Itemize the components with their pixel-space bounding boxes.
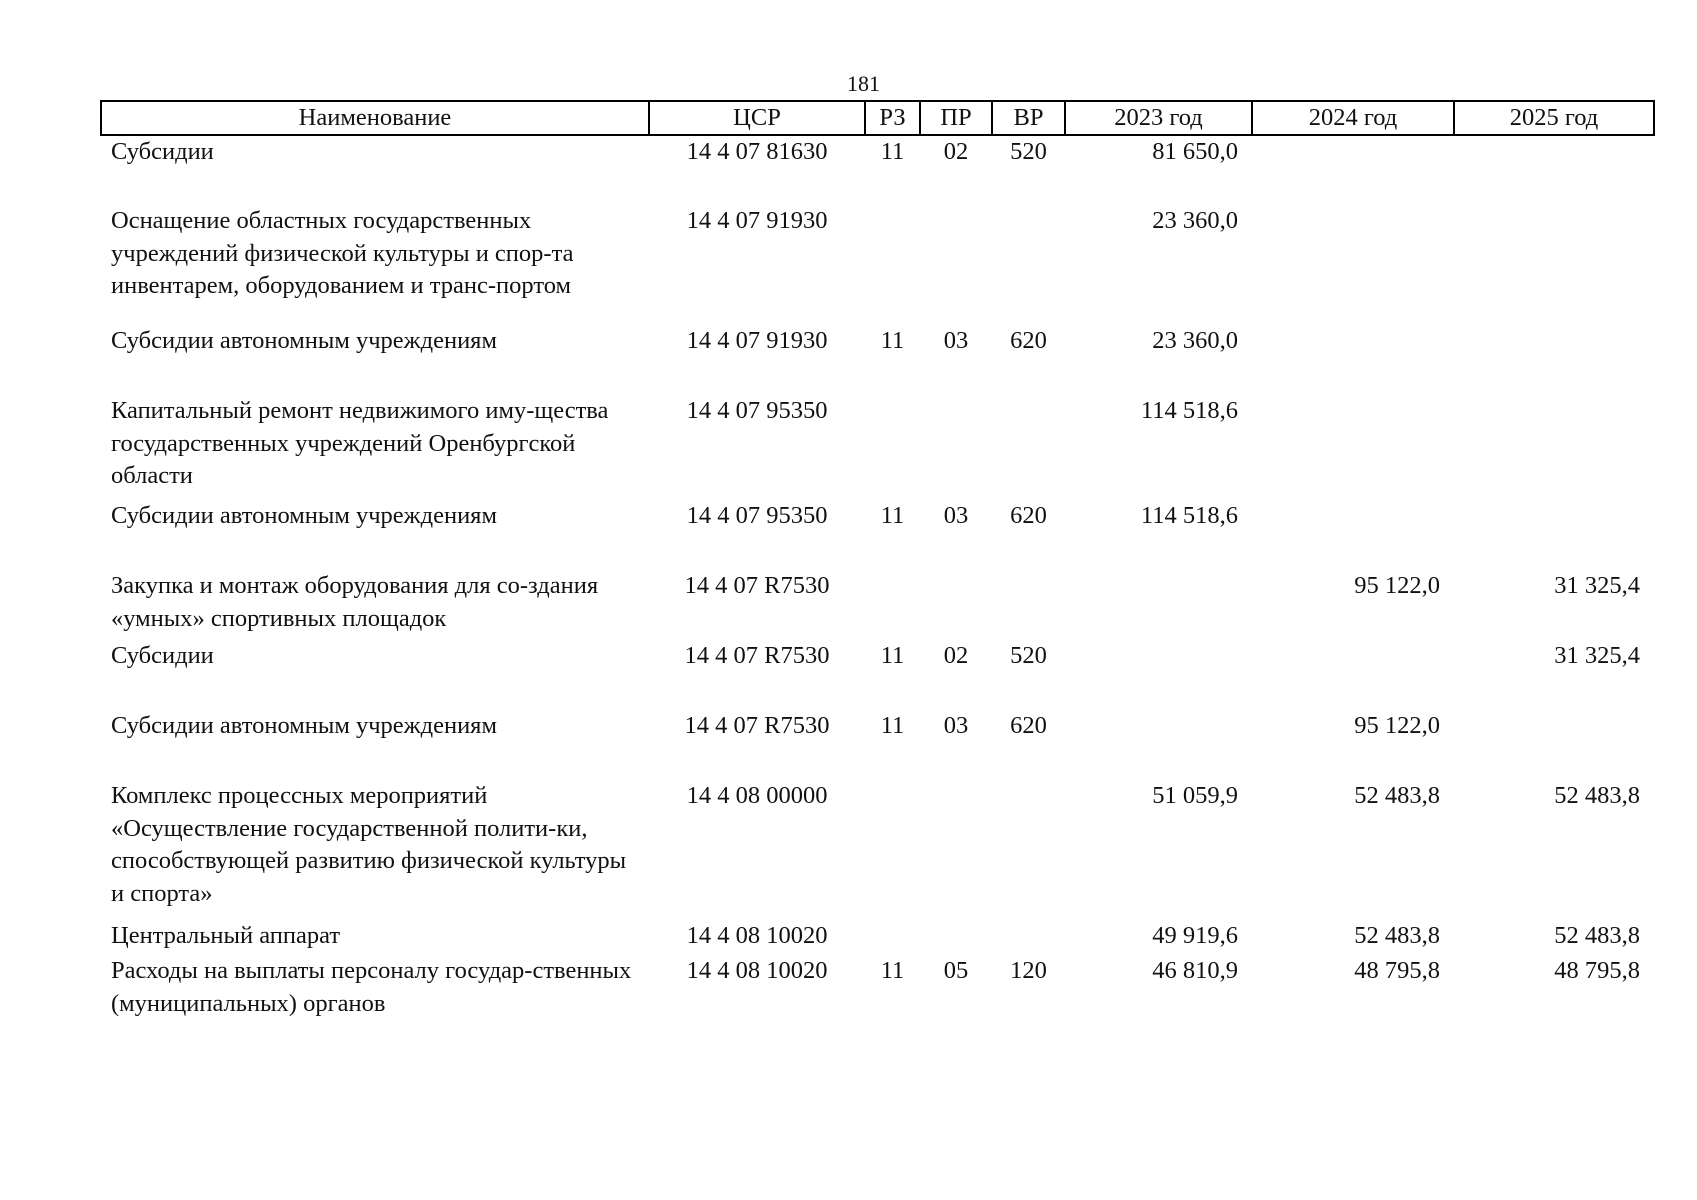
header-csr: ЦСР — [649, 101, 865, 135]
row-csr: 14 4 07 95350 — [686, 397, 828, 424]
table-row — [101, 640, 1654, 710]
header-2025: 2025 год — [1454, 101, 1654, 135]
table-row — [101, 135, 1654, 205]
row-2025: 52 483,8 — [1554, 782, 1640, 809]
row-2025: 31 325,4 — [1554, 642, 1640, 669]
row-rz: 11 — [880, 327, 905, 354]
row-name: Расходы на выплаты персоналу государ-ственных (муниципальных) органов — [111, 957, 632, 1017]
row-csr: 14 4 07 R7530 — [684, 572, 830, 599]
row-vr: 520 — [1010, 642, 1047, 669]
row-pr — [920, 570, 992, 640]
row-2024 — [1252, 325, 1454, 395]
row-name: Субсидии автономным учреждениям — [111, 327, 497, 354]
row-2023: 49 919,6 — [1152, 922, 1238, 949]
row-vr — [992, 570, 1065, 640]
row-name: Субсидии — [111, 642, 214, 669]
header-vr: ВР — [992, 101, 1065, 135]
budget-table — [100, 100, 1655, 1025]
table-row — [101, 955, 1654, 1025]
row-name: Субсидии автономным учреждениям — [111, 502, 497, 529]
row-vr: 620 — [1010, 327, 1047, 354]
row-csr: 14 4 08 10020 — [686, 922, 828, 949]
row-vr: 520 — [1010, 138, 1047, 165]
row-csr: 14 4 07 R7530 — [684, 712, 830, 739]
row-pr: 03 — [943, 502, 969, 529]
row-pr — [920, 205, 992, 325]
header-rz: РЗ — [865, 101, 920, 135]
row-2024: 95 122,0 — [1354, 572, 1440, 599]
row-2023 — [1065, 710, 1252, 780]
table-row — [101, 570, 1654, 640]
row-2024 — [1252, 640, 1454, 710]
row-pr — [920, 395, 992, 500]
row-csr: 14 4 08 10020 — [686, 957, 828, 984]
row-name: Субсидии автономным учреждениям — [111, 712, 497, 739]
row-pr — [920, 780, 992, 920]
header-pr: ПР — [920, 101, 992, 135]
row-2023: 114 518,6 — [1140, 502, 1238, 529]
table-row — [101, 500, 1654, 570]
row-2025: 48 795,8 — [1554, 957, 1640, 984]
header-name: Наименование — [101, 101, 649, 135]
row-name: Центральный аппарат — [111, 922, 341, 949]
row-vr: 120 — [1010, 957, 1047, 984]
row-2025 — [1454, 325, 1654, 395]
table-row — [101, 920, 1654, 955]
row-2023: 23 360,0 — [1152, 327, 1238, 354]
row-2023: 51 059,9 — [1152, 782, 1238, 809]
row-vr: 620 — [1010, 502, 1047, 529]
row-pr — [920, 920, 992, 955]
row-name: Комплекс процессных мероприятий «Осуществление государственной полити-ки, способствующей развитию физической культуры и спорта» — [111, 782, 627, 907]
row-2025 — [1454, 710, 1654, 780]
row-2024: 52 483,8 — [1354, 782, 1440, 809]
table-row — [101, 205, 1654, 325]
row-2024 — [1252, 205, 1454, 325]
row-pr: 02 — [943, 642, 969, 669]
row-vr — [992, 395, 1065, 500]
row-csr: 14 4 07 R7530 — [684, 642, 830, 669]
row-csr: 14 4 07 95350 — [686, 502, 828, 529]
row-2024 — [1252, 135, 1454, 205]
row-name: Субсидии — [111, 138, 214, 165]
row-2023 — [1065, 570, 1252, 640]
row-2023: 46 810,9 — [1152, 957, 1238, 984]
row-rz: 11 — [880, 642, 905, 669]
row-csr: 14 4 07 81630 — [686, 138, 828, 165]
row-rz — [865, 570, 920, 640]
row-rz — [865, 920, 920, 955]
row-pr: 03 — [943, 327, 969, 354]
row-2025 — [1454, 135, 1654, 205]
row-rz — [865, 780, 920, 920]
row-vr — [992, 780, 1065, 920]
row-2023: 81 650,0 — [1152, 138, 1238, 165]
table-row — [101, 395, 1654, 500]
row-2025 — [1454, 205, 1654, 325]
row-2025 — [1454, 500, 1654, 570]
row-rz — [865, 395, 920, 500]
row-csr: 14 4 08 00000 — [686, 782, 828, 809]
row-2025 — [1454, 395, 1654, 500]
row-2024: 52 483,8 — [1354, 922, 1440, 949]
row-csr: 14 4 07 91930 — [686, 327, 828, 354]
row-rz: 11 — [880, 957, 905, 984]
row-pr: 02 — [943, 138, 969, 165]
row-csr: 14 4 07 91930 — [686, 207, 828, 234]
row-2024: 48 795,8 — [1354, 957, 1440, 984]
row-rz — [865, 205, 920, 325]
header-2024: 2024 год — [1252, 101, 1454, 135]
row-rz: 11 — [880, 712, 905, 739]
row-rz: 11 — [880, 138, 905, 165]
row-name: Закупка и монтаж оборудования для со-здания «умных» спортивных площадок — [111, 572, 599, 632]
row-vr: 620 — [1010, 712, 1047, 739]
row-name: Капитальный ремонт недвижимого иму-щества государственных учреждений Оренбургской области — [111, 397, 609, 489]
row-pr: 05 — [943, 957, 969, 984]
table-row — [101, 325, 1654, 395]
row-2023: 23 360,0 — [1152, 207, 1238, 234]
page-number: 181 — [847, 71, 880, 96]
row-vr — [992, 205, 1065, 325]
row-2024: 95 122,0 — [1354, 712, 1440, 739]
row-rz: 11 — [880, 502, 905, 529]
row-name: Оснащение областных государственных учреждений физической культуры и спор-та инвентарем, оборудованием и транс-портом — [111, 207, 574, 299]
header-2023: 2023 год — [1065, 101, 1252, 135]
row-2025: 31 325,4 — [1554, 572, 1640, 599]
row-pr: 03 — [943, 712, 969, 739]
table-row — [101, 710, 1654, 780]
table-header-row — [101, 101, 1654, 135]
row-2023: 114 518,6 — [1140, 397, 1238, 424]
row-2024 — [1252, 500, 1454, 570]
table-row — [101, 780, 1654, 920]
row-vr — [992, 920, 1065, 955]
row-2025: 52 483,8 — [1554, 922, 1640, 949]
row-2023 — [1065, 640, 1252, 710]
row-2024 — [1252, 395, 1454, 500]
